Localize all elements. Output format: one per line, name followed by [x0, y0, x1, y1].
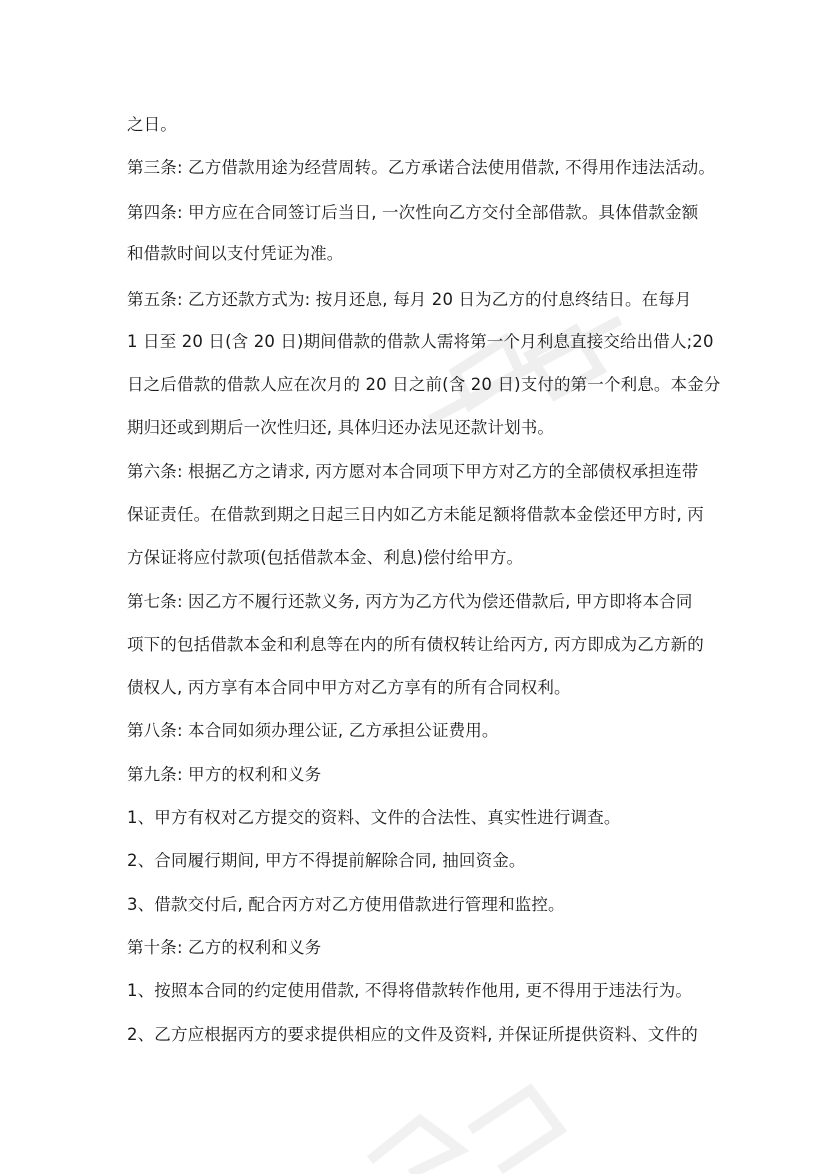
text-line-4: 和借款时间以支付凭证为准。 — [127, 244, 344, 263]
text-line-7: 日之后借款的借款人应在次月的 20 日之前(含 20 日)支付的第一个利息。本金分 — [127, 375, 721, 394]
text-line-15: 第八条: 本合同如须办理公证, 乙方承担公证费用。 — [127, 721, 499, 740]
text-line-20: 第十条: 乙方的权利和义务 — [127, 938, 322, 957]
text-line-12: 第七条: 因乙方不履行还款义务, 丙方为乙方代为偿还借款后, 甲方即将本合同 — [127, 592, 693, 611]
text-line-1: 之日。 — [127, 115, 177, 134]
text-line-10: 保证责任。在借款到期之日起三日内如乙方未能足额将借款本金偿还甲方时, 丙 — [127, 505, 704, 524]
text-line-19: 3、借款交付后, 配合丙方对乙方使用借款进行管理和监控。 — [127, 895, 565, 914]
text-line-6: 1 日至 20 日(含 20 日)期间借款的借款人需将第一个月利息直接交给出借人;20 — [127, 332, 714, 351]
text-line-3: 第四条: 甲方应在合同签订后当日, 一次性向乙方交付全部借款。具体借款金额 — [127, 203, 699, 222]
text-line-17: 1、甲方有权对乙方提交的资料、文件的合法性、真实性进行调查。 — [127, 808, 621, 827]
text-line-13: 项下的包括借款本金和利息等在内的所有债权转让给丙方, 丙方即成为乙方新的 — [127, 635, 704, 654]
text-line-16: 第九条: 甲方的权利和义务 — [127, 765, 322, 784]
text-line-14: 债权人, 丙方享有本合同中甲方对乙方享有的所有合同权利。 — [127, 678, 571, 697]
text-line-9: 第六条: 根据乙方之请求, 丙方愿对本合同项下甲方对乙方的全部债权承担连带 — [127, 462, 699, 481]
text-line-5: 第五条: 乙方还款方式为: 按月还息, 每月 20 日为乙方的付息终结日。在每月 — [127, 290, 692, 309]
text-line-21: 1、按照本合同的约定使用借款, 不得将借款转作他用, 更不得用于违法行为。 — [127, 981, 693, 1000]
text-line-22: 2、乙方应根据丙方的要求提供相应的文件及资料, 并保证所提供资料、文件的 — [127, 1025, 698, 1044]
text-line-8: 期归还或到期后一次性归还, 具体归还办法见还款计划书。 — [127, 418, 555, 437]
text-line-11: 方保证将应付款项(包括借款本金、利息)偿付给甲方。 — [127, 548, 524, 567]
text-line-18: 2、合同履行期间, 甲方不得提前解除合同, 抽回资金。 — [127, 851, 526, 870]
text-line-2: 第三条: 乙方借款用途为经营周转。乙方承诺合法使用借款, 不得用作违法活动。 — [127, 158, 715, 177]
